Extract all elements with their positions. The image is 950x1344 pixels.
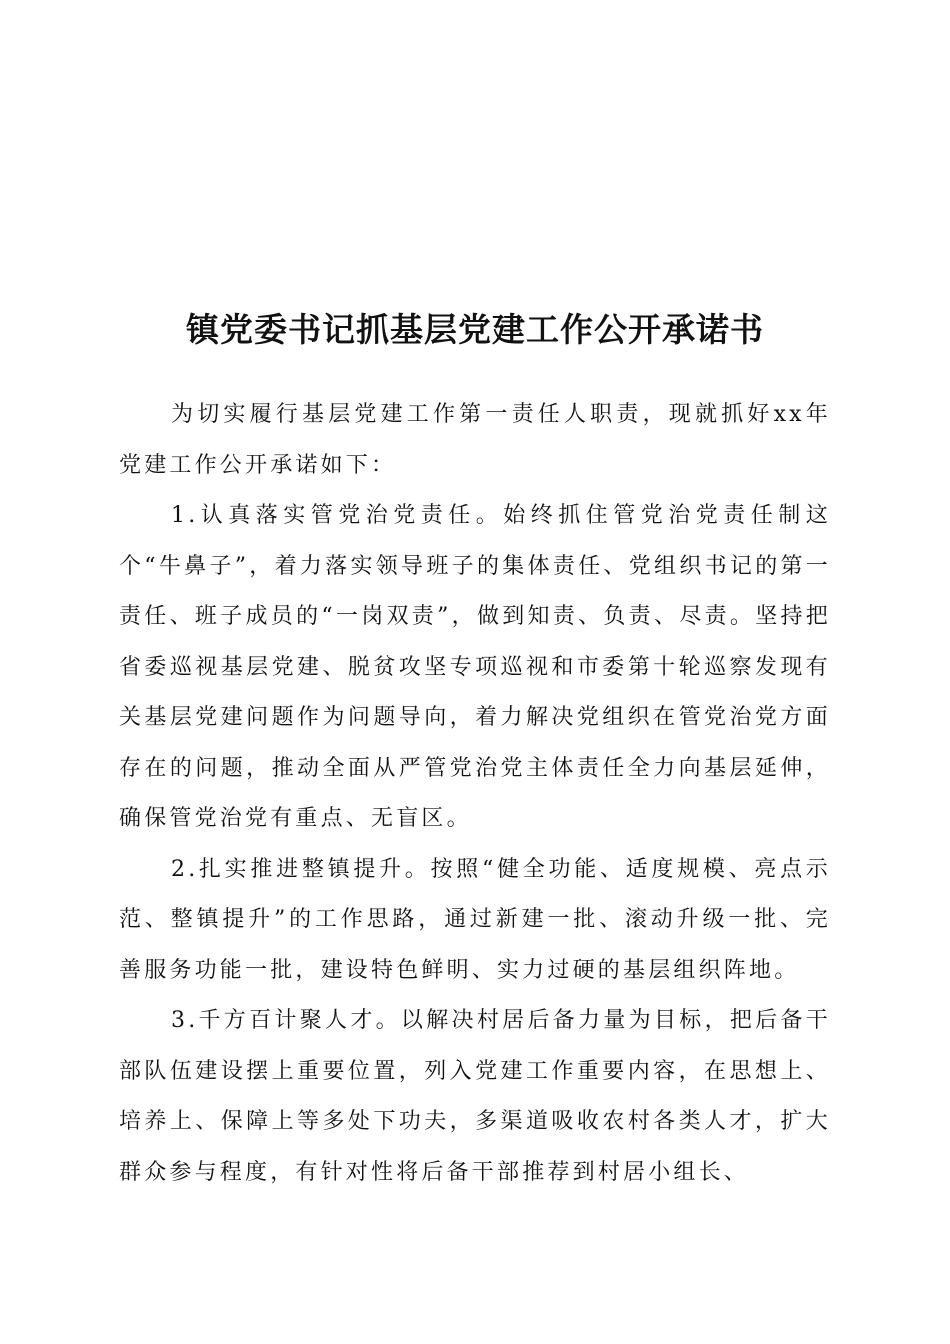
intro-paragraph: 为切实履行基层党建工作第一责任人职责，现就抓好xx年党建工作公开承诺如下： [119, 402, 831, 478]
commitment-paragraph-3: 3.千方百计聚人才。以解决村居后备力量为目标，把后备干部队伍建设摆上重要位置，列入党建工作重要内容，在思想上、培养上、保障上等多处下功夫，多渠道吸收农村各类人才，扩大群众参与程度，有针对性将后备干部推荐到村居小组长、 [119, 1008, 831, 1185]
commitment-paragraph-2: 2.扎实推进整镇提升。按照“健全功能、适度规模、亮点示范、整镇提升”的工作思路，通过新建一批、滚动升级一批、完善服务功能一批，建设特色鲜明、实力过硬的基层组织阵地。 [119, 856, 831, 983]
commitment-paragraph-1: 1.认真落实管党治党责任。始终抓住管党治党责任制这个“牛鼻子”，着力落实领导班子的集体责任、党组织书记的第一责任、班子成员的“一岗双责”，做到知责、负责、尽责。坚持把省委巡视基层党建、脱贫攻坚专项巡视和市委第十轮巡察发现有关基层党建问题作为问题导向，着力解决党组织在管党治党方面存在的问题，推动全面从严管党治党主体责任全力向基层延伸，确保管党治党有重点、无盲区。 [119, 503, 831, 831]
document-body [119, 390, 831, 1198]
document-title: 镇党委书记抓基层党建工作公开承诺书 [186, 310, 764, 350]
